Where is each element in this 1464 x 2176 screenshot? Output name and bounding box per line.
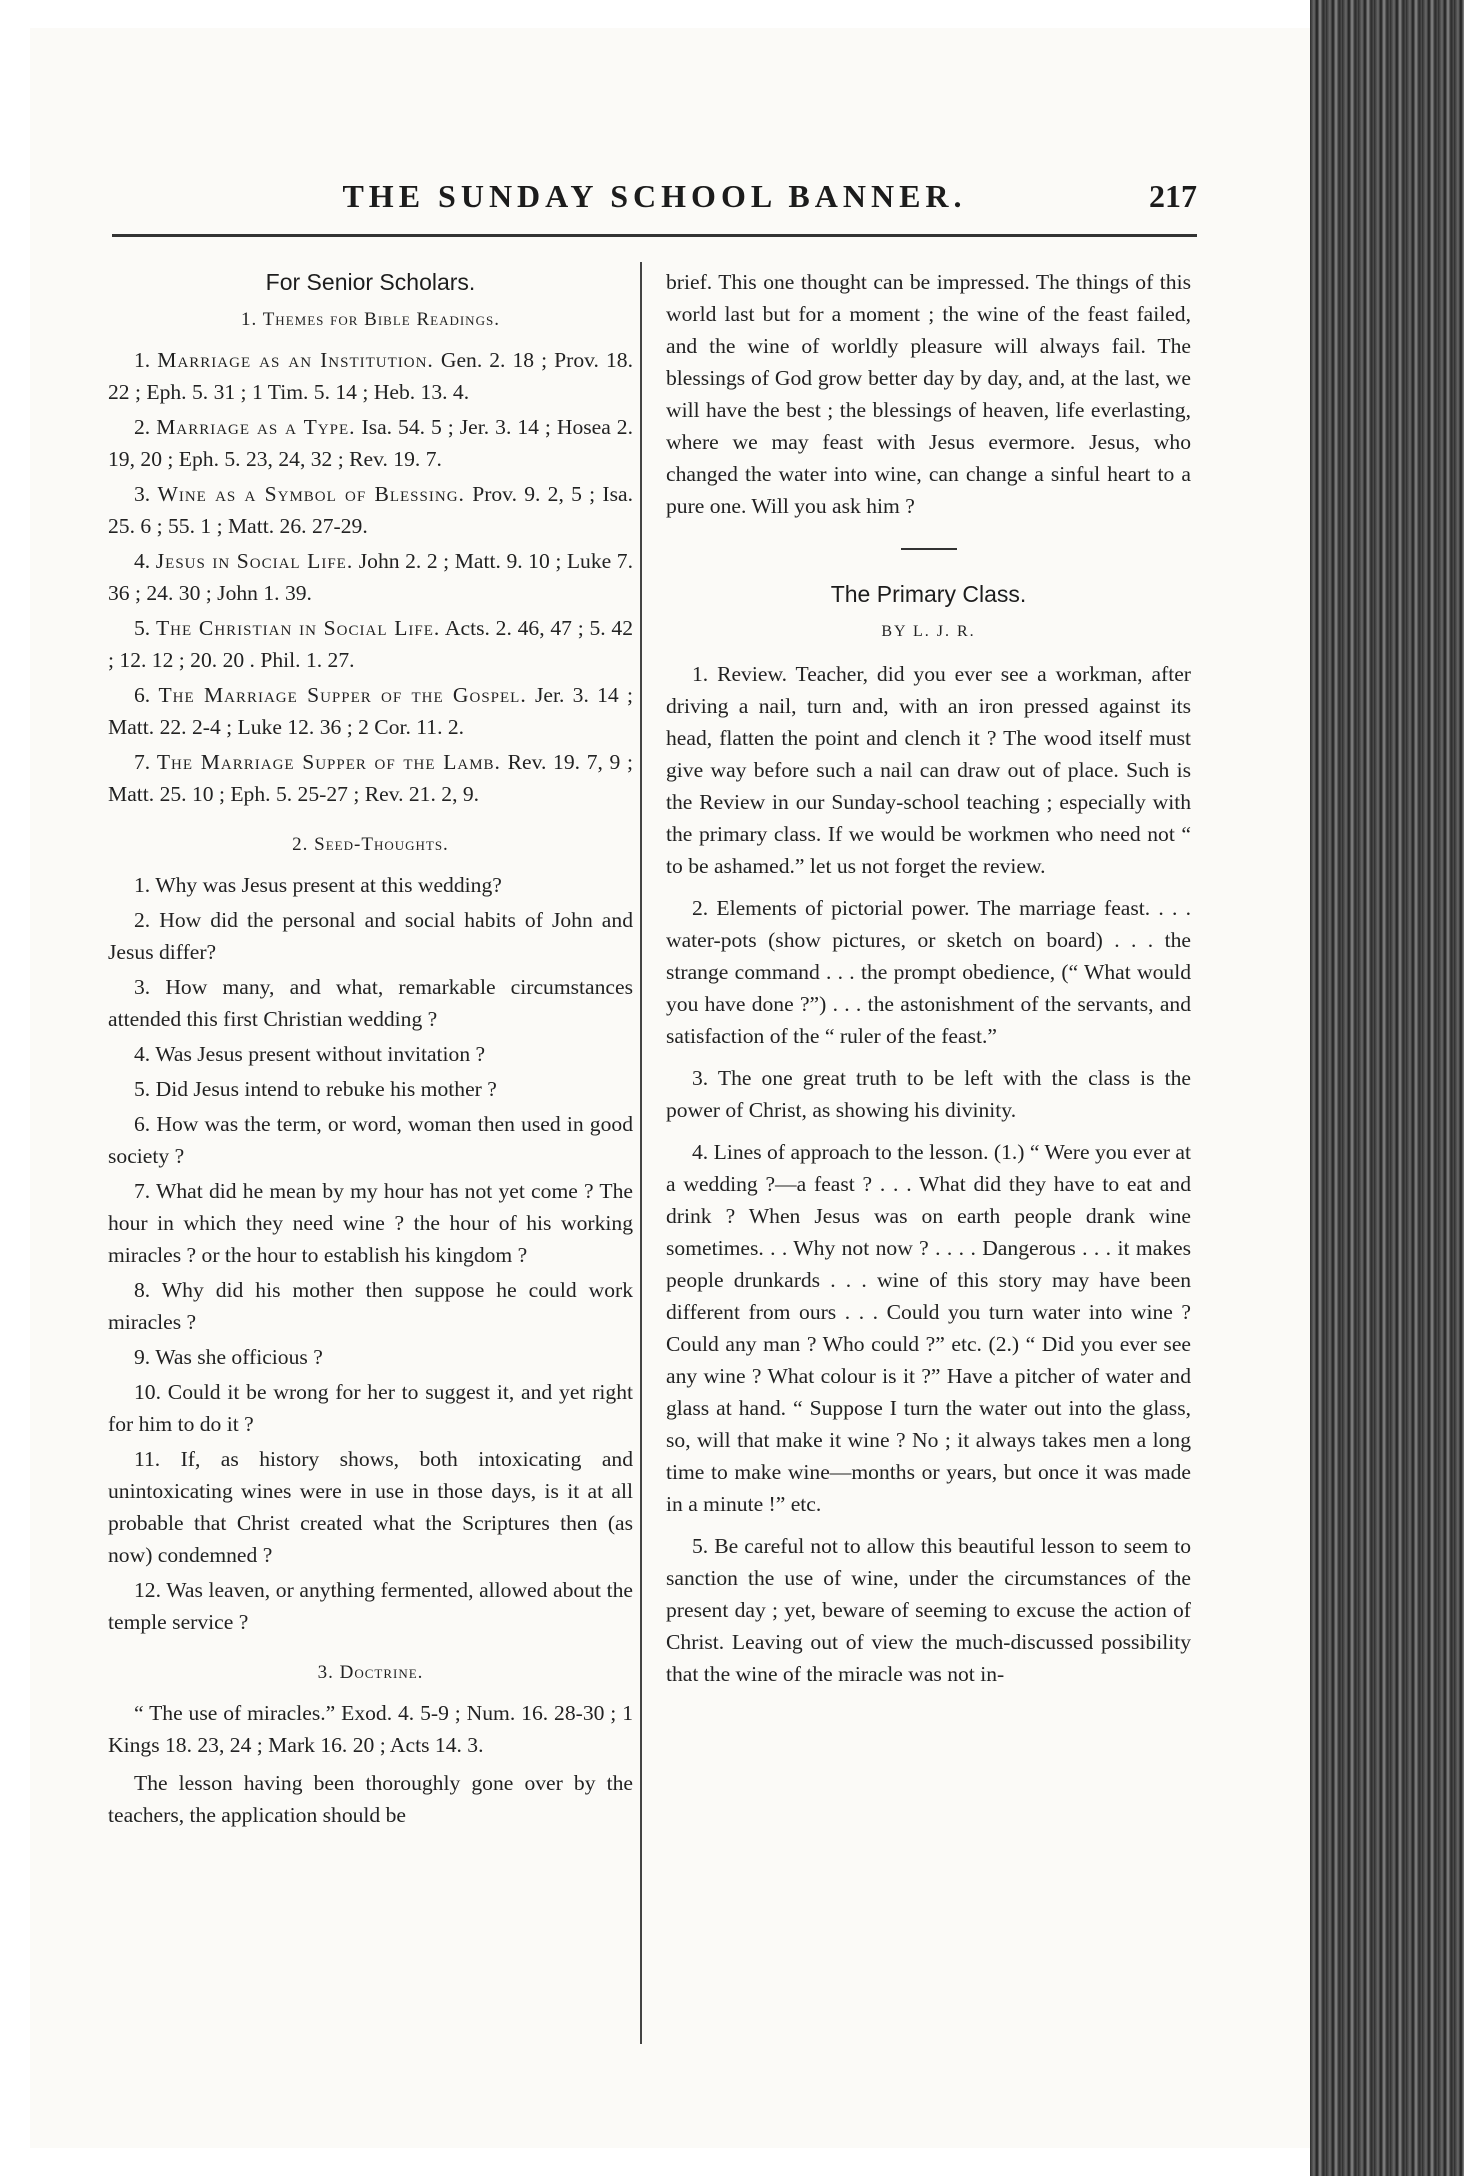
theme-item: 7. The Marriage Supper of the Lamb. Rev. 19. 7, 9 ; Matt. 25. 10 ; Eph. 5. 25-27 ; Rev. 21. 2, 9. <box>108 750 633 806</box>
primary-paragraph: 1. Review. Teacher, did you ever see a workman, after driving a nail, turn and, with an iron pressed against its head, flatten the point and clench it ? The wood itself must give way before such a nail can draw out of place. Such is the Review in our Sunday-school teaching ; especially with the primary class. If we would be workmen who need not “ to be ashamed.” let us not forget the review. <box>666 662 1191 878</box>
seed-thought: 9. Was she officious ? <box>134 1345 323 1369</box>
section-divider <box>901 548 957 550</box>
continuation-paragraph: brief. This one thought can be impressed. The things of this world last but for a moment ; the wine of the feast failed, and the wine of worldly pleasure will always fail. The blessings of God grow better day by day, and, at the last, we will have the best ; the blessings of heaven, life everlasting, where we may feast with Jesus evermore. Jesus, who changed the water into wine, can change a sinful heart to a pure one. Will you ask him ? <box>666 270 1191 518</box>
column-rule <box>640 262 642 2044</box>
theme-item: 1. Marriage as an Institution. Gen. 2. 18 ; Prov. 18. 22 ; Eph. 5. 31 ; 1 Tim. 5. 14 ; Heb. 13. 4. <box>108 348 633 404</box>
seed-thoughts-title: 2. Seed-Thoughts. <box>292 834 449 855</box>
theme-item: 3. Wine as a Symbol of Blessing. Prov. 9. 2, 5 ; Isa. 25. 6 ; 55. 1 ; Matt. 26. 27-29. <box>108 482 633 538</box>
doctrine-title: 3. Doctrine. <box>317 1662 424 1683</box>
theme-item: 6. The Marriage Supper of the Gospel. Jer. 3. 14 ; Matt. 22. 2-4 ; Luke 12. 36 ; 2 Cor. 11. 2. <box>108 683 633 739</box>
closing-paragraph: The lesson having been thoroughly gone over by the teachers, the application should be <box>108 1771 633 1827</box>
seed-thought: 7. What did he mean by my hour has not yet come ? The hour in which they need wine ? the hour of his working miracles ? or the hour to establish his kingdom ? <box>108 1179 633 1267</box>
running-title: THE SUNDAY SCHOOL BANNER. <box>342 178 967 214</box>
seed-thought: 6. How was the term, or word, woman then used in good society ? <box>108 1112 633 1168</box>
book-edge <box>1310 0 1464 2176</box>
primary-paragraph: 2. Elements of pictorial power. The marriage feast. . . . water-pots (show pictures, or sketch on board) . . . the strange command . . . the prompt obedience, (“ What would you have done ?”) . . . the astonishment of the servants, and satisfaction of the “ ruler of the feast.” <box>666 896 1191 1048</box>
seed-thought: 11. If, as history shows, both intoxicating and unintoxicating wines were in use in those days, is it at all probable that Christ created what the Scriptures then (as now) condemned ? <box>108 1447 633 1567</box>
primary-paragraph: 4. Lines of approach to the lesson. (1.) “ Were you ever at a wedding ?—a feast ? . . . What did they have to eat and drink ? When Jesus was on earth people drank wine sometimes. . . Why not now ? . . . . Dangerous . . . it makes people drunkards . . . wine of this story may have been different from ours . . . Could you turn water into wine ? Could any man ? Who could ?” etc. (2.) “ Did you ever see any wine ? What colour is it ?” Have a pitcher of water and glass at hand. “ Suppose I turn the water out into the glass, so, will that make it wine ? No ; it always takes men a long time to make wine—months or years, but once it was made in a minute !” etc. <box>666 1140 1191 1516</box>
seed-thought: 5. Did Jesus intend to rebuke his mother ? <box>134 1077 497 1101</box>
page-number: 217 <box>1149 178 1197 214</box>
primary-paragraph: 3. The one great truth to be left with the class is the power of Christ, as showing his divinity. <box>666 1066 1191 1122</box>
seed-thought: 8. Why did his mother then suppose he could work miracles ? <box>108 1278 633 1334</box>
section-heading-primary: The Primary Class. <box>830 581 1027 607</box>
header-rule <box>112 234 1197 237</box>
right-column <box>666 266 1191 1693</box>
doctrine-text: “ The use of miracles.” Exod. 4. 5-9 ; Num. 16. 28-30 ; 1 Kings 18. 23, 24 ; Mark 16. 20 ; Acts 14. 3. <box>108 1701 633 1757</box>
section-heading-senior: For Senior Scholars. <box>265 269 476 295</box>
seed-thought: 12. Was leaven, or anything fermented, allowed about the temple service ? <box>108 1578 633 1634</box>
theme-item: 4. Jesus in Social Life. John 2. 2 ; Matt. 9. 10 ; Luke 7. 36 ; 24. 30 ; John 1. 39. <box>108 549 633 605</box>
themes-title: 1. Themes for Bible Readings. <box>241 309 500 330</box>
running-header <box>112 178 1197 224</box>
seed-thought: 10. Could it be wrong for her to suggest it, and yet right for him to do it ? <box>108 1380 633 1436</box>
seed-thought: 2. How did the personal and social habits of John and Jesus differ? <box>108 908 633 964</box>
primary-paragraph: 5. Be careful not to allow this beautiful lesson to seem to sanction the use of wine, under the circumstances of the present day ; yet, beware of seeming to excuse the action of Christ. Leaving out of view the much-discussed possibility that the wine of the miracle was not in- <box>666 1534 1191 1686</box>
seed-thought: 3. How many, and what, remarkable circumstances attended this first Christian wedding ? <box>108 975 633 1031</box>
theme-item: 2. Marriage as a Type. Isa. 54. 5 ; Jer. 3. 14 ; Hosea 2. 19, 20 ; Eph. 5. 23, 24, 32 ; Rev. 19. 7. <box>108 415 633 471</box>
left-column <box>108 266 633 1834</box>
theme-item: 5. The Christian in Social Life. Acts. 2. 46, 47 ; 5. 42 ; 12. 12 ; 20. 20 . Phil. 1. 27. <box>108 616 633 672</box>
byline: BY L. J. R. <box>881 623 976 640</box>
seed-thought: 4. Was Jesus present without invitation ? <box>134 1042 486 1066</box>
seed-thought: 1. Why was Jesus present at this wedding? <box>134 873 502 897</box>
